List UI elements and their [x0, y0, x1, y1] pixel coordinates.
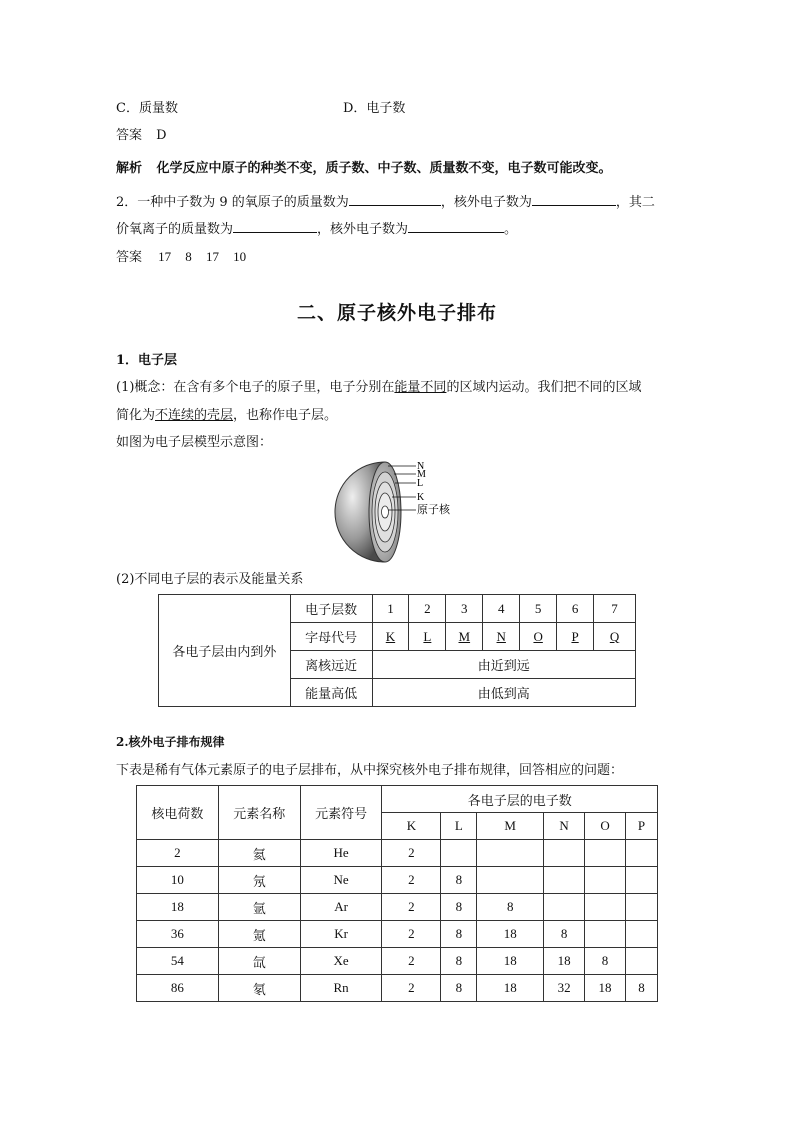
cell: [441, 840, 477, 867]
cell: 氦: [218, 840, 300, 867]
concept-underlined: 能量不同: [394, 380, 447, 395]
header: 元素名称: [218, 786, 300, 840]
answer-label: 答案: [116, 250, 143, 265]
cell: 18: [137, 894, 219, 921]
cell: 8: [441, 867, 477, 894]
cell: 氙: [218, 948, 300, 975]
cell: 8: [625, 975, 657, 1002]
label-n: N: [417, 461, 425, 472]
cell: 86: [137, 975, 219, 1002]
cell: 18: [544, 948, 585, 975]
answer-value: 17: [205, 249, 219, 264]
option-c: C．质量数: [116, 101, 178, 116]
cell: 3: [446, 595, 483, 623]
shell-header: P: [625, 813, 657, 840]
cell: 4: [483, 595, 520, 623]
concept-underlined: 不连续的壳层: [155, 408, 234, 423]
cell: [585, 867, 626, 894]
shell-header: M: [477, 813, 544, 840]
shell-header: K: [382, 813, 441, 840]
cell: Ne: [300, 867, 382, 894]
label-m: M: [417, 469, 426, 480]
cell: [544, 840, 585, 867]
cell: N: [483, 623, 520, 651]
q2-text: 。: [504, 222, 518, 237]
cell: M: [446, 623, 483, 651]
cell: 8: [441, 975, 477, 1002]
cell: 2: [409, 595, 446, 623]
cell: K: [372, 623, 409, 651]
concept-text: (1)概念：在含有多个电子的原子里，电子分别在: [116, 380, 395, 395]
electron-shell-diagram: [330, 456, 470, 566]
cell: 2: [382, 894, 441, 921]
label-nucleus: 原子核: [417, 503, 450, 516]
q2-text: ，核外电子数为: [440, 195, 532, 210]
cell: 5: [520, 595, 557, 623]
cell: 32: [544, 975, 585, 1002]
cell: [544, 867, 585, 894]
table-row: [137, 894, 658, 921]
cell: 由低到高: [372, 679, 636, 707]
concept-line-2: [116, 404, 337, 423]
cell: [477, 840, 544, 867]
cell: 8: [441, 894, 477, 921]
shell-energy-table: [158, 594, 636, 707]
cell: Q: [594, 623, 636, 651]
cell: 8: [585, 948, 626, 975]
answer-1: [116, 124, 167, 143]
answer-value: D: [156, 128, 167, 143]
cell: He: [300, 840, 382, 867]
q2-text: ，核外电子数为: [317, 222, 409, 237]
cell: 18: [477, 921, 544, 948]
answer-2: [116, 246, 246, 265]
cell: 2: [137, 840, 219, 867]
cell: 18: [585, 975, 626, 1002]
cell: 18: [477, 975, 544, 1002]
analysis-text: 化学反应中原子的种类不变，质子数、中子数、质量数不变，电子数可能改变。: [156, 161, 612, 176]
question-2-line-1: [116, 191, 655, 210]
shell-header: O: [585, 813, 626, 840]
cell: 氖: [218, 867, 300, 894]
noble-gas-table: [136, 785, 658, 1002]
table-row: [137, 975, 658, 1002]
cell: L: [409, 623, 446, 651]
row-label: 电子层数: [290, 595, 372, 623]
row-label: 离核远近: [290, 651, 372, 679]
cell: 2: [382, 921, 441, 948]
analysis-1: [116, 157, 612, 176]
table-row: [137, 948, 658, 975]
subheading-electron-shell: 1．电子层: [116, 353, 178, 368]
cell: 氪: [218, 921, 300, 948]
cell: [625, 948, 657, 975]
cell: 8: [544, 921, 585, 948]
cell: 8: [441, 948, 477, 975]
cell: 2: [382, 840, 441, 867]
subheading-shell-energy: (2)不同电子层的表示及能量关系: [116, 572, 304, 587]
cell: Rn: [300, 975, 382, 1002]
header: 核电荷数: [137, 786, 219, 840]
subheading-arrangement-rules: 2.核外电子排布规律: [116, 735, 225, 749]
label-l: L: [417, 478, 424, 489]
table-intro: 下表是稀有气体元素原子的电子层排布，从中探究核外电子排布规律，回答相应的问题：: [116, 763, 624, 778]
cell: [625, 894, 657, 921]
cell: 10: [137, 867, 219, 894]
figure-intro: 如图为电子层模型示意图：: [116, 435, 273, 450]
concept-line-1: [116, 376, 641, 395]
cell: [585, 840, 626, 867]
cell: 36: [137, 921, 219, 948]
cell: 8: [441, 921, 477, 948]
analysis-label: 解析: [116, 161, 143, 176]
question-2-line-2: [116, 218, 517, 237]
blank: [408, 218, 504, 233]
table-row: [137, 867, 658, 894]
q2-text: 价氧离子的质量数为: [116, 222, 234, 237]
table-row: [137, 921, 658, 948]
cell: 2: [382, 948, 441, 975]
cell: 氡: [218, 975, 300, 1002]
cell: [625, 840, 657, 867]
cell: O: [520, 623, 557, 651]
cell: 由近到远: [372, 651, 636, 679]
cell: [477, 867, 544, 894]
cell: P: [557, 623, 594, 651]
shell-header: N: [544, 813, 585, 840]
cell: 8: [477, 894, 544, 921]
cell: 54: [137, 948, 219, 975]
answer-value: 8: [185, 249, 192, 264]
cell: [544, 894, 585, 921]
cell: 2: [382, 867, 441, 894]
cell: 7: [594, 595, 636, 623]
cell: [625, 921, 657, 948]
header: 元素符号: [300, 786, 382, 840]
header: 各电子层的电子数: [382, 786, 658, 813]
blank: [532, 191, 616, 206]
answer-value: 10: [233, 249, 247, 264]
blank: [349, 191, 441, 206]
cell: 氩: [218, 894, 300, 921]
row-header: 各电子层由内到外: [159, 595, 291, 707]
blank: [233, 218, 317, 233]
section-title: 二、原子核外电子排布: [296, 302, 497, 324]
option-d: D．电子数: [343, 101, 406, 116]
answer-value: 17: [158, 249, 172, 264]
cell: Kr: [300, 921, 382, 948]
label-k: K: [417, 492, 425, 503]
concept-text: ，也称作电子层。: [233, 408, 338, 423]
answer-label: 答案: [116, 128, 143, 143]
cell: 6: [557, 595, 594, 623]
cell: [585, 894, 626, 921]
cell: [625, 867, 657, 894]
q2-text: ，其二: [615, 195, 655, 210]
row-label: 能量高低: [290, 679, 372, 707]
cell: Xe: [300, 948, 382, 975]
cell: [585, 921, 626, 948]
q2-text: 2．一种中子数为 9 的氧原子的质量数为: [116, 195, 349, 210]
concept-text: 简化为: [116, 408, 156, 423]
cell: 18: [477, 948, 544, 975]
table-row: [137, 840, 658, 867]
nucleus: [382, 506, 389, 518]
cell: 1: [372, 595, 409, 623]
row-label: 字母代号: [290, 623, 372, 651]
concept-text: 的区域内运动。我们把不同的区域: [446, 380, 642, 395]
cell: 2: [382, 975, 441, 1002]
cell: Ar: [300, 894, 382, 921]
shell-header: L: [441, 813, 477, 840]
